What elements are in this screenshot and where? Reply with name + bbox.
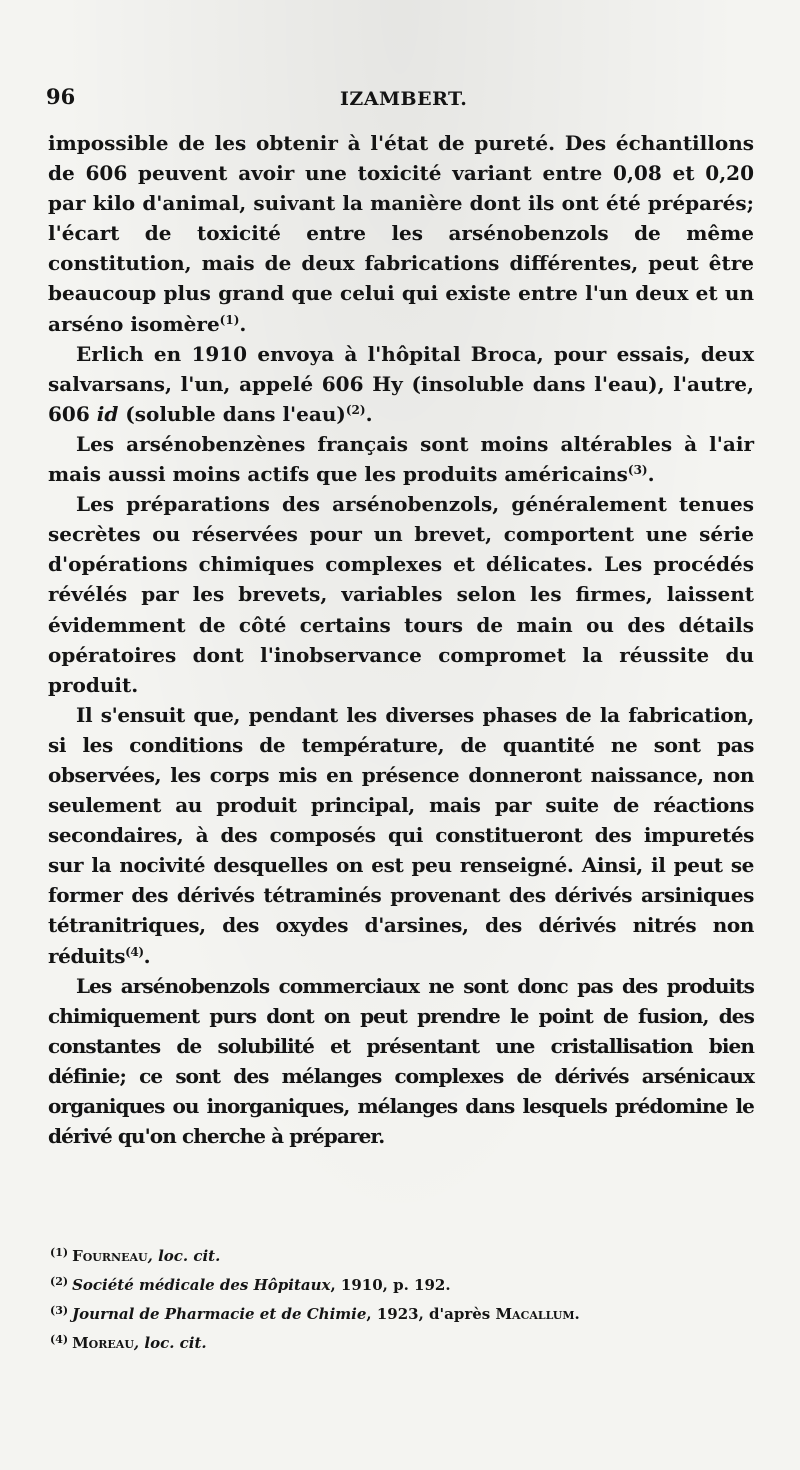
footnotes xyxy=(50,1240,690,1356)
paragraph-1-text: impossible de les obtenir à l'état de pureté. Des échantillons de 606 peuvent avoir une toxicité variant entre 0,08 et 0,20 par kilo d'animal, suivant la manière dont ils ont été préparés; l'écart de toxicité entre les arsénobenzols de même constitution, mais de deux fabrications différentes, peut être beaucoup plus grand que celui qui existe entre l'un deux et un arséno isomère xyxy=(48,131,754,336)
footnote-2 xyxy=(50,1269,690,1298)
paragraph-2 xyxy=(48,339,754,429)
paragraph-3 xyxy=(48,429,754,489)
paragraph-4-text: Les préparations des arsénobenzols, généralement tenues secrètes ou réservées pour un brevet, comportent une série d'opérations chimiques complexes et délicates. Les procédés révélés par les brevets, variables selon les firmes, laissent évidemment de côté certains tours de main ou des détails opératoires dont l'inobservance compromet la réussite du produit. xyxy=(48,492,754,697)
footnote-4 xyxy=(50,1327,690,1356)
footnote-text: , 1923, d'après xyxy=(366,1305,496,1323)
footnote-mark: (4) xyxy=(50,1333,69,1346)
footnote-ref-2: (2) xyxy=(345,402,366,417)
paragraph-6 xyxy=(48,971,754,1152)
page-number: 96 xyxy=(46,84,76,109)
footnote-ref-1: (1) xyxy=(219,312,240,327)
footnote-end: . xyxy=(574,1305,580,1323)
footnote-source: Société médicale des Hôpitaux xyxy=(72,1276,331,1294)
footnote-mark: (3) xyxy=(50,1304,69,1317)
footnote-mark: (2) xyxy=(50,1275,69,1288)
paragraph-5-text: Il s'ensuit que, pendant les diverses phases de la fabrication, si les conditions de température, de quantité ne sont pas observées, les corps mis en présence donneront naissance, non seulement au produit principal, mais par suite de réactions secondaires, à des composés qui constitueront des impuretés sur la nocivité desquelles on est peu renseigné. Ainsi, il peut se former des dérivés tétraminés provenant des dérivés arsiniques tétranitriques, des oxydes d'arsines, des dérivés nitrés non réduits xyxy=(48,702,754,968)
paragraph-1 xyxy=(48,128,754,339)
footnote-text: , loc. cit. xyxy=(133,1334,207,1352)
footnote-1 xyxy=(50,1240,690,1269)
paragraph-3-end: . xyxy=(647,462,655,487)
footnote-mark: (1) xyxy=(50,1246,69,1259)
page-header xyxy=(46,84,706,114)
paragraph-4 xyxy=(48,489,754,700)
body-text xyxy=(48,128,754,1151)
paragraph-2-italic: id xyxy=(96,401,119,426)
footnote-ref-3: (3) xyxy=(627,463,648,478)
paragraph-5 xyxy=(48,700,754,971)
paragraph-5-end: . xyxy=(143,943,151,968)
footnote-ref-4: (4) xyxy=(125,944,144,959)
paragraph-2-text-b: (soluble dans l'eau) xyxy=(118,401,346,426)
footnote-text: , loc. cit. xyxy=(147,1247,221,1265)
footnote-author: Fourneau xyxy=(72,1247,148,1265)
footnote-author: Moreau xyxy=(72,1334,134,1352)
footnote-3 xyxy=(50,1298,690,1327)
footnote-text: , 1910, p. 192. xyxy=(330,1276,451,1294)
paragraph-2-end: . xyxy=(365,401,373,426)
paragraph-2-text: Erlich en 1910 envoya à l'hôpital Broca, pour essais, deux salvarsans, l'un, appelé 606 Hy (insoluble dans l'eau), l'autre, 606 xyxy=(48,341,754,426)
paragraph-6-text: Les arsénobenzols commerciaux ne sont donc pas des produits chimiquement purs dont on peut prendre le point de fusion, des constantes de solubilité et présentant une cristallisation bien définie; ce sont des mélanges complexes de dérivés arsénicaux organiques ou inorganiques, mélanges dans lesquels prédomine le dérivé qu'on cherche à préparer. xyxy=(48,973,754,1149)
paragraph-1-end: . xyxy=(239,311,247,336)
running-head: IZAMBERT. xyxy=(340,88,468,110)
footnote-author: Macallum xyxy=(495,1305,575,1323)
footnote-source: Journal de Pharmacie et de Chimie xyxy=(72,1305,367,1323)
paragraph-3-text: Les arsénobenzènes français sont moins altérables à l'air mais aussi moins actifs que les produits américains xyxy=(48,431,754,487)
